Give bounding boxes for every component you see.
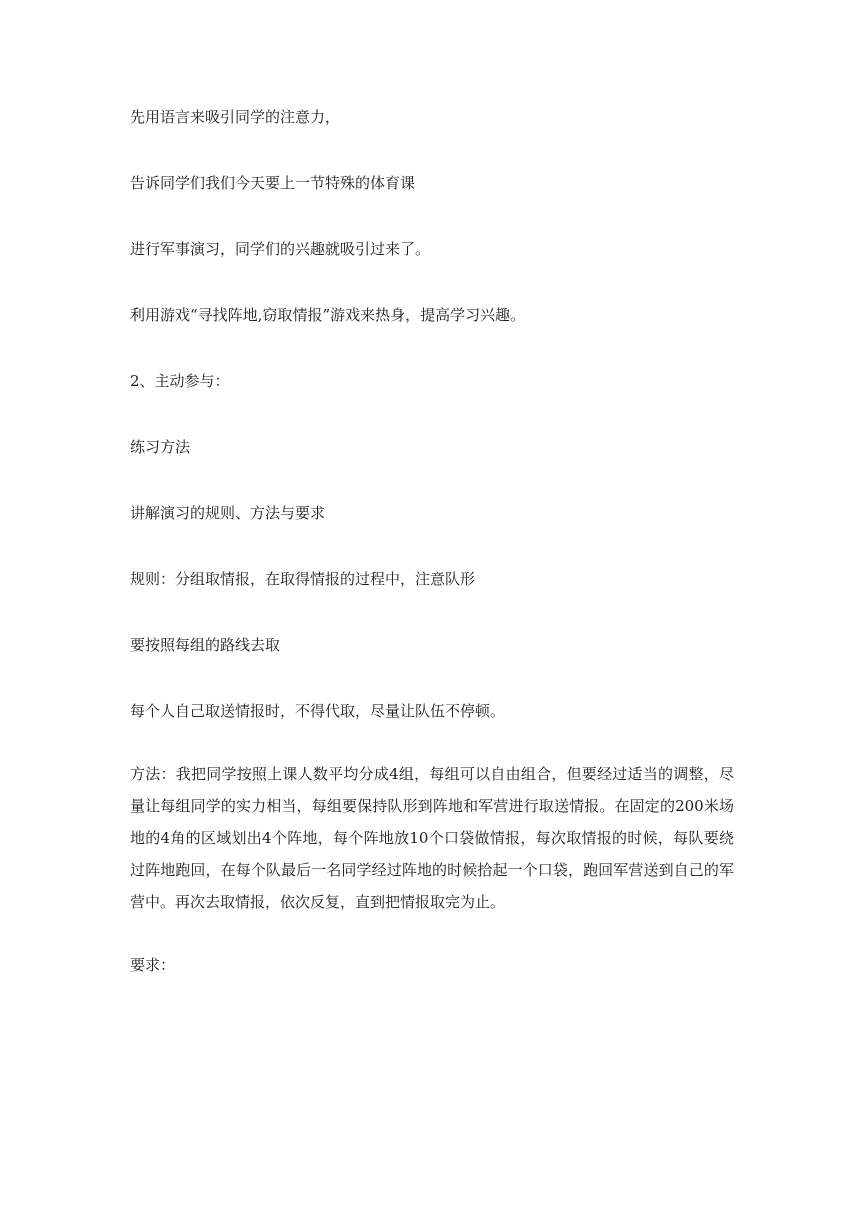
paragraph-attract-attention: 先用语言来吸引同学的注意力， [130, 108, 341, 126]
paragraph-warmup-game: 利用游戏“寻找阵地,窃取情报”游戏来热身，提高学习兴趣。 [130, 306, 526, 324]
paragraph-rules: 规则：分组取情报，在取得情报的过程中，注意队形 [130, 570, 476, 588]
paragraph-explain-rules: 讲解演习的规则、方法与要求 [130, 504, 326, 522]
paragraph-practice-method: 练习方法 [130, 438, 191, 456]
paragraph-requirements: 要求： [130, 956, 176, 974]
paragraph-special-pe-class: 告诉同学们我们今天要上一节特殊的体育课 [130, 174, 416, 192]
paragraph-route: 要按照每组的路线去取 [130, 636, 281, 654]
paragraph-military-drill: 进行军事演习，同学们的兴趣就吸引过来了。 [130, 240, 431, 258]
section-heading-active-participation: 2、主动参与： [130, 372, 230, 390]
paragraph-no-substitute: 每个人自己取送情报时，不得代取，尽量让队伍不停顿。 [130, 702, 506, 720]
document-body [130, 104, 734, 1018]
paragraph-method-details: 方法：我把同学按照上课人数平均分成4组，每组可以自由组合，但要经过适当的调整，尽量让每组同学的实力相当，每组要保持队形到阵地和军营进行取送情报。在固定的200米场地的4角的区域划出4个阵地，每个阵地放10个口袋做情报，每次取情报的时候，每队要绕过阵地跑回，在每个队最后一名同学经过阵地的时候拾起一个口袋，跑回军营送到自己的军营中。再次去取情报，依次反复，直到把情报取完为止。 [130, 765, 734, 911]
